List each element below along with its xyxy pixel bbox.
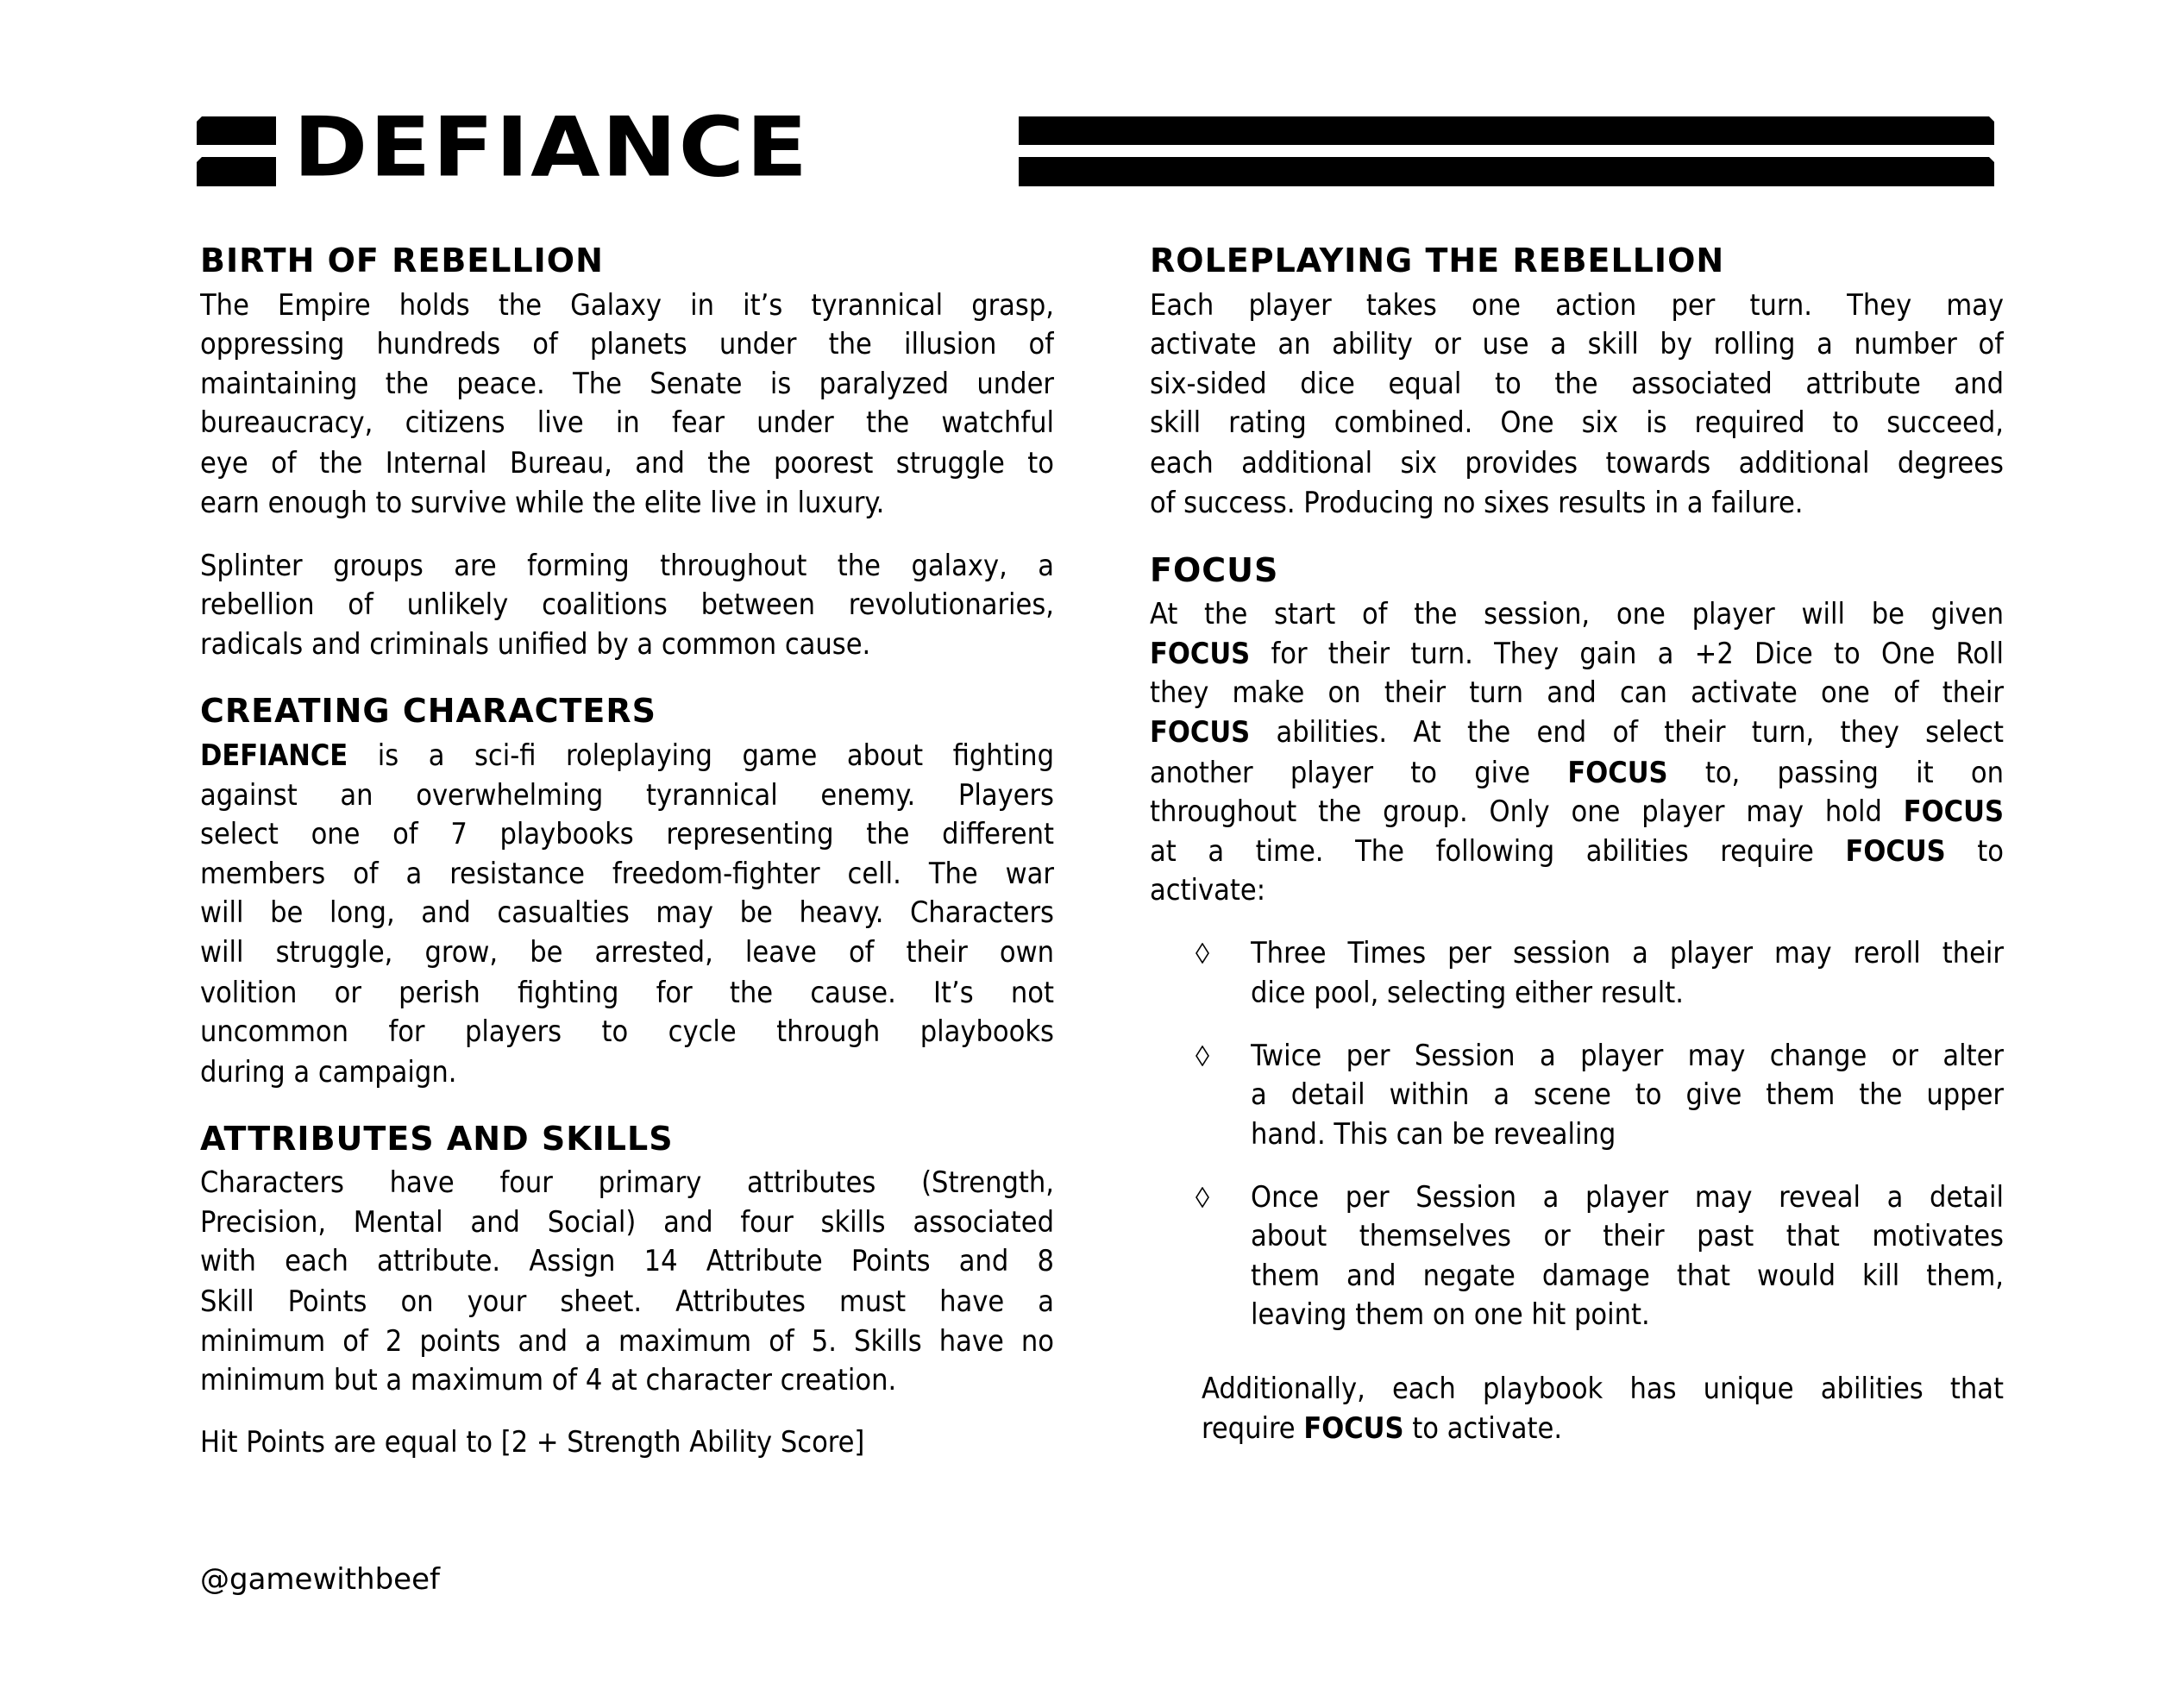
attributes-p1-line: minimum of 2 points and a maximum of 5. Skills have no — [200, 1324, 1054, 1359]
creating-p1-line — [200, 736, 1054, 776]
creating-p1-line: will be long, and casualties may be heavy. Characters — [200, 895, 1054, 930]
attributes-p1-line: Characters have four primary attributes (Strength, — [200, 1165, 1054, 1200]
roleplaying-p1-line: Each player takes one action per turn. They may — [1150, 288, 2004, 323]
creating-p1-line: uncommon for players to cycle through playbooks — [200, 1014, 1054, 1049]
hit-points-rule: Hit Points are equal to [2 + Strength Ability Score] — [200, 1425, 865, 1460]
focus-p1-line: FOCUS abilities. At the end of their turn, they select — [1150, 715, 2004, 750]
heading-attributes-and-skills: ATTRIBUTES AND SKILLS — [200, 1120, 674, 1158]
roleplaying-p1-line: skill rating combined. One six is required to succeed, — [1150, 405, 2004, 440]
birth-p2-line: rebellion of unlikely coalitions between revolutionaries, — [200, 587, 1054, 622]
birth-p1-line: bureaucracy, citizens live in fear under the watchful — [200, 405, 1054, 440]
focus-ability-line: Three Times per session a player may reroll their — [1251, 936, 2004, 970]
focus-keyword: FOCUS — [1845, 834, 1946, 869]
focus-p1-line: activate: — [1150, 873, 1266, 907]
focus-ability-line: them and negate damage that would kill them, — [1251, 1259, 2004, 1293]
roleplaying-p1-line: of success. Producing no sixes results in a failure. — [1150, 486, 1804, 520]
focus-ability-line: leaving them on one hit point. — [1251, 1297, 1650, 1332]
defiance-keyword: DEFIANCE — [200, 738, 348, 773]
focus-p1-line: another player to give FOCUS to, passing it on — [1150, 756, 2004, 790]
diamond-icon — [1196, 1046, 1209, 1066]
birth-p1-line: eye of the Internal Bureau, and the poorest struggle to — [200, 446, 1054, 480]
roleplaying-p1-line: six-sided dice equal to the associated attribute and — [1150, 367, 2004, 401]
heading-birth-of-rebellion: BIRTH OF REBELLION — [200, 242, 604, 279]
focus-ability-line: about themselves or their past that motivates — [1251, 1219, 2004, 1253]
roleplaying-p1-line: each additional six provides towards additional degrees — [1150, 446, 2004, 480]
creating-p1-line: will struggle, grow, be arrested, leave of their own — [200, 935, 1054, 970]
attributes-p1-line: minimum but a maximum of 4 at character creation. — [200, 1363, 897, 1397]
focus-keyword: FOCUS — [1150, 637, 1251, 671]
creating-p1-line: select one of 7 playbooks representing the different — [200, 817, 1054, 851]
additional-abilities-line: require FOCUS to activate. — [1202, 1411, 1563, 1446]
focus-ability-line: hand. This can be revealing — [1251, 1117, 1616, 1152]
attributes-p1-line: Precision, Mental and Social) and four skills associated — [200, 1205, 1054, 1240]
social-handle: @gamewithbeef — [200, 1562, 440, 1597]
creating-p1-line: members of a resistance freedom-fighter cell. The war — [200, 857, 1054, 891]
birth-p1-line: The Empire holds the Galaxy in it’s tyrannical grasp, — [200, 288, 1054, 323]
heading-creating-characters: CREATING CHARACTERS — [200, 692, 657, 730]
focus-ability-line: Twice per Session a player may change or alter — [1251, 1039, 2004, 1073]
attributes-p1-line: Skill Points on your sheet. Attributes must have a — [200, 1284, 1054, 1319]
left-bars-icon — [197, 116, 276, 186]
heading-focus: FOCUS — [1150, 551, 1279, 589]
birth-p1-line: oppressing hundreds of planets under the illusion of — [200, 327, 1054, 361]
birth-p1-line: earn enough to survive while the elite live in luxury. — [200, 486, 885, 520]
additional-abilities-line: Additionally, each playbook has unique abilities that — [1202, 1372, 2004, 1406]
creating-line-text: DEFIANCE is a sci-fi roleplaying game about fighting — [200, 738, 1054, 773]
focus-keyword: FOCUS — [1567, 756, 1668, 790]
focus-p1-line: At the start of the session, one player will be given — [1150, 597, 2004, 631]
diamond-icon — [1196, 943, 1209, 964]
birth-p2-line: Splinter groups are forming throughout the galaxy, a — [200, 549, 1054, 583]
focus-keyword: FOCUS — [1903, 794, 2004, 829]
focus-p1-line: at a time. The following abilities require FOCUS to — [1150, 834, 2004, 869]
logo-title: DEFIANCE — [293, 98, 810, 196]
creating-p1-line: during a campaign. — [200, 1055, 457, 1090]
focus-ability-line: Once per Session a player may reveal a detail — [1251, 1180, 2004, 1215]
diamond-icon — [1196, 1187, 1209, 1208]
focus-keyword: FOCUS — [1303, 1411, 1404, 1446]
attributes-p1-line: with each attribute. Assign 14 Attribute Points and 8 — [200, 1244, 1054, 1278]
creating-p1-line: volition or perish fighting for the cause. It’s not — [200, 976, 1054, 1010]
creating-p1-line: against an overwhelming tyrannical enemy. Players — [200, 778, 1054, 813]
right-bars-icon — [1019, 116, 1994, 186]
focus-ability-line: dice pool, selecting either result. — [1251, 976, 1684, 1010]
focus-p1-line: they make on their turn and can activate one of their — [1150, 675, 2004, 710]
focus-p1-line: FOCUS for their turn. They gain a +2 Dice to One Roll — [1150, 637, 2004, 671]
birth-p1-line: maintaining the peace. The Senate is paralyzed under — [200, 367, 1054, 401]
focus-keyword: FOCUS — [1150, 715, 1251, 750]
roleplaying-p1-line: activate an ability or use a skill by rolling a number of — [1150, 327, 2004, 361]
focus-ability-line: a detail within a scene to give them the upper — [1251, 1077, 2004, 1112]
focus-p1-line: throughout the group. Only one player may hold FOCUS — [1150, 794, 2004, 829]
birth-p2-line: radicals and criminals unified by a common cause. — [200, 627, 871, 662]
heading-roleplaying-the-rebellion: ROLEPLAYING THE REBELLION — [1150, 242, 1725, 279]
